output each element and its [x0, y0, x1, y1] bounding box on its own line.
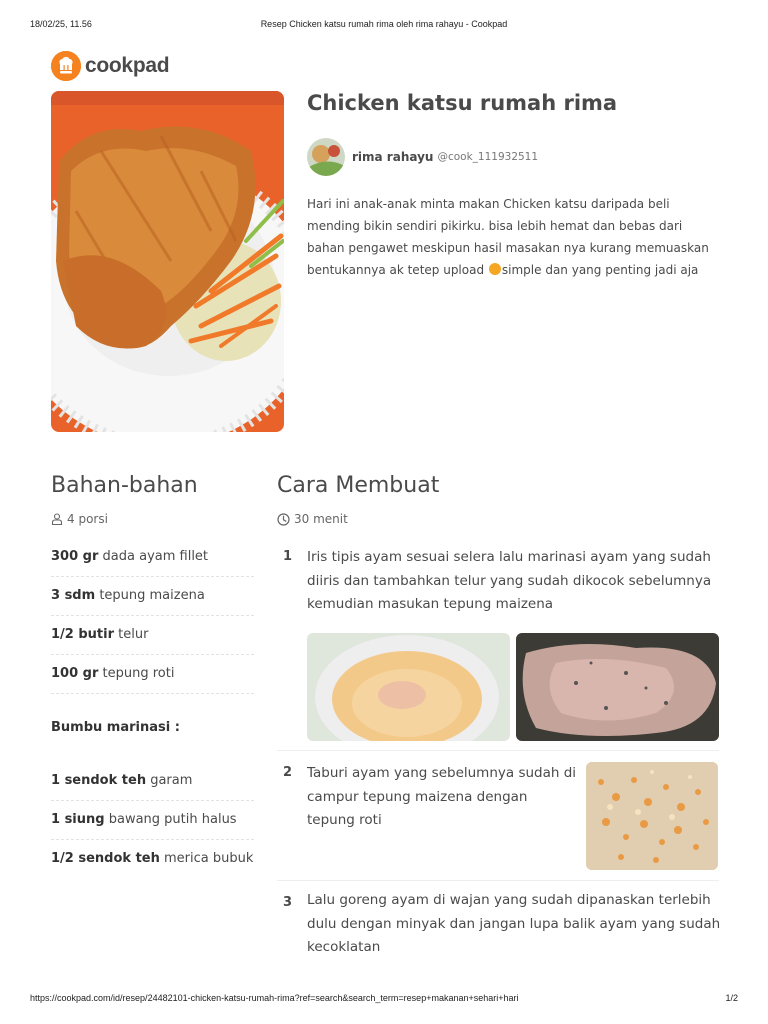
ingredients-heading: Bahan-bahan — [51, 473, 198, 498]
chef-hat-icon — [51, 51, 81, 81]
step-photo[interactable] — [586, 762, 718, 870]
step-number: 2 — [283, 765, 293, 780]
recipe-description — [307, 193, 722, 281]
author-name[interactable]: rima rahayu — [352, 150, 434, 164]
step-photo[interactable] — [516, 633, 719, 741]
ingredient-item: 1 siung bawang putih halus — [51, 801, 254, 840]
step-text: Iris tipis ayam sesuai selera lalu marinasi ayam yang sudah diiris dan tambahkan telur yang sudah dikocok sebelumnya kemudian masukan tepung maizena — [307, 549, 712, 612]
print-date: 18/02/25, 11.56 — [30, 19, 92, 29]
print-footer — [0, 993, 768, 1007]
print-header — [0, 19, 768, 33]
emoji-icon — [489, 263, 501, 275]
ingredient-item: 300 gr dada ayam fillet — [51, 538, 254, 577]
servings — [51, 512, 108, 526]
author[interactable] — [307, 138, 538, 176]
cook-time — [277, 512, 348, 526]
cookpad-logo[interactable] — [51, 51, 169, 81]
ingredient-item: 1/2 butir telur — [51, 616, 254, 655]
ingredients-list — [51, 538, 254, 879]
step-text: Taburi ayam yang sebelumnya sudah di campur tepung maizena dengan tepung roti — [307, 765, 577, 828]
ingredient-item: 3 sdm tepung maizena — [51, 577, 254, 616]
step-number: 3 — [283, 895, 293, 910]
person-icon — [51, 513, 63, 525]
step-photo[interactable] — [307, 633, 510, 741]
recipe-title: Chicken katsu rumah rima — [307, 91, 618, 115]
ingredient-section-title: Bumbu marinasi : — [51, 720, 180, 735]
ingredient-item: 100 gr tepung roti — [51, 655, 254, 694]
steps-heading: Cara Membuat — [277, 473, 440, 498]
step-text: Lalu goreng ayam di wajan yang sudah dipanaskan terlebih dulu dengan minyak dan jangan lupa balik ayam yang sudah kecoklatan — [307, 892, 721, 955]
clock-icon — [277, 513, 290, 526]
description-text-end: simple dan yang penting jadi aja — [501, 263, 699, 277]
brand-name: cookpad — [85, 54, 170, 77]
author-handle: @cook_111932511 — [437, 151, 539, 163]
step-number: 1 — [283, 549, 293, 564]
print-url: https://cookpad.com/id/resep/24482101-chicken-katsu-rumah-rima?ref=search&search_term=resep+makanan+sehari+hari — [30, 993, 519, 1003]
cook-time-value: 30 menit — [294, 512, 348, 526]
print-page-number: 1/2 — [725, 993, 738, 1003]
step-divider — [277, 750, 719, 751]
ingredient-item: 1/2 sendok teh merica bubuk — [51, 851, 254, 866]
recipe-hero-image — [51, 91, 284, 432]
description-text: Hari ini anak-anak minta makan Chicken katsu daripada beli mending bikin sendiri pikirku. bisa lebih hemat dan bebas dari bahan pengawet meskipun hasil masakan nya kurang memuaskan bentukannya ak tetep upload — [307, 197, 709, 277]
step-divider — [277, 880, 719, 881]
servings-value: 4 porsi — [67, 512, 108, 526]
author-avatar[interactable] — [307, 138, 345, 176]
ingredient-item: 1 sendok teh garam — [51, 762, 254, 801]
print-title: Resep Chicken katsu rumah rima oleh rima rahayu - Cookpad — [260, 19, 508, 29]
